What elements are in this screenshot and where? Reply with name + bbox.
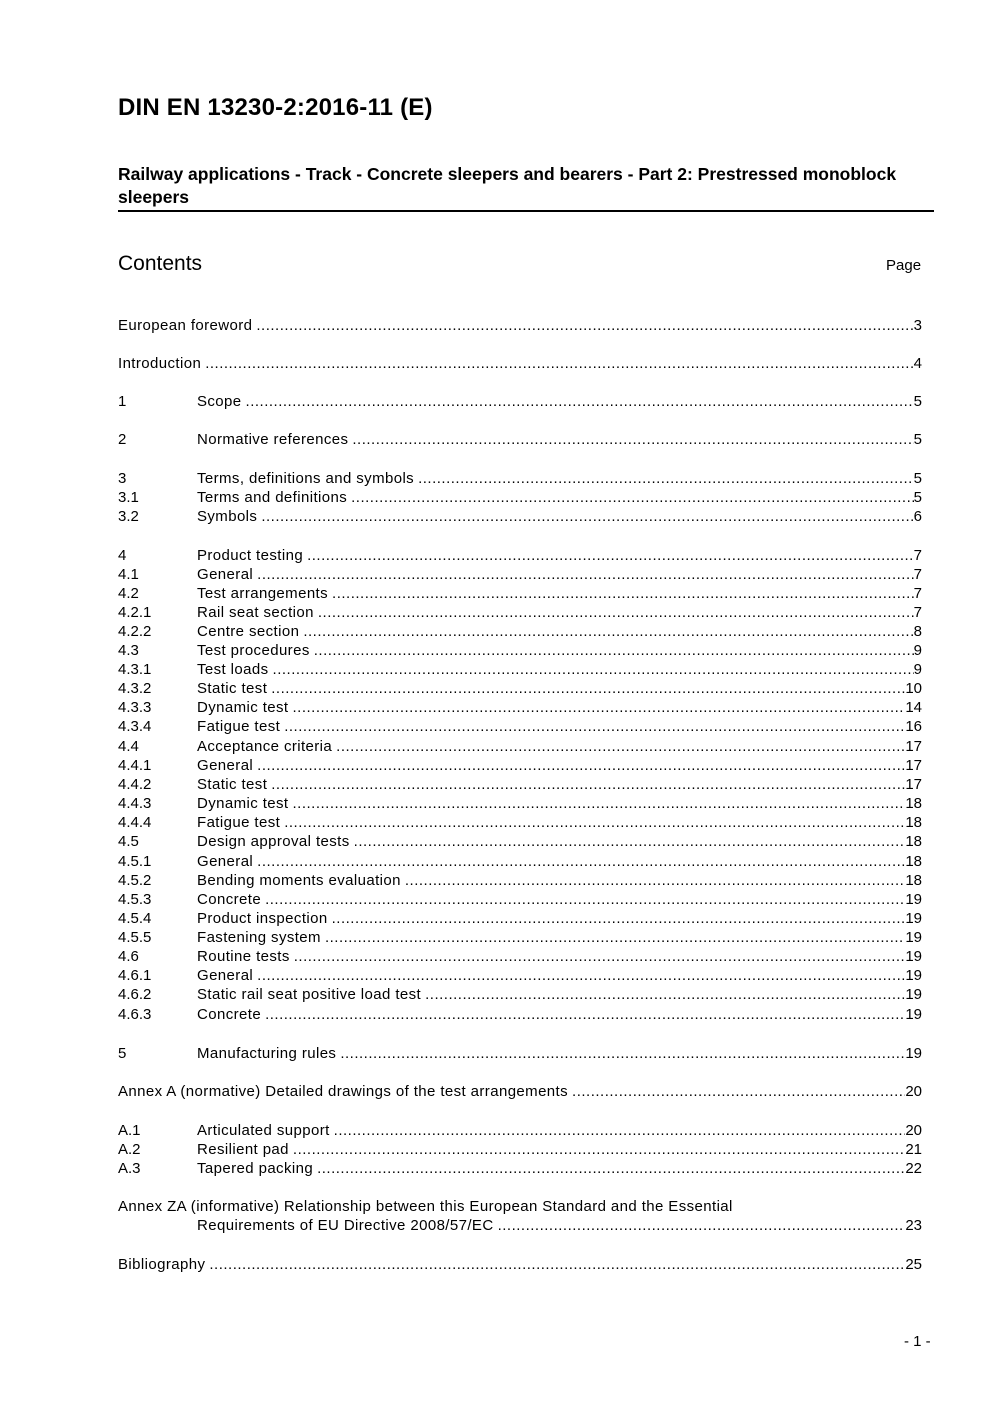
toc-entry-title: Dynamic test <box>197 699 289 716</box>
toc-entry-title: General <box>197 853 254 870</box>
toc-entry-number: 4.3.1 <box>118 661 152 678</box>
toc-entry-number: 3 <box>118 470 127 487</box>
toc-entry[interactable] <box>118 985 922 1004</box>
toc-entry-line <box>197 1159 922 1178</box>
toc-entry-line <box>197 966 922 985</box>
toc-entry-line <box>118 1082 922 1101</box>
toc-entry[interactable] <box>118 947 922 966</box>
dot-leader <box>498 1216 906 1235</box>
toc-entry[interactable] <box>118 871 922 890</box>
dot-leader <box>418 469 914 488</box>
toc-entry-line <box>197 603 922 622</box>
dot-leader <box>257 852 905 871</box>
toc-entry[interactable] <box>118 717 922 736</box>
toc-entry-number: 4.6 <box>118 948 139 965</box>
toc-entry-line <box>197 698 922 717</box>
toc-entry[interactable] <box>118 928 922 947</box>
toc-entry-line <box>118 1255 922 1274</box>
page-number: - 1 - <box>904 1333 931 1350</box>
toc-entry-line <box>197 1121 922 1140</box>
toc-entry-page: 7 <box>913 604 922 621</box>
toc-entry-title: Scope <box>197 393 242 410</box>
toc-entry[interactable] <box>118 1255 922 1274</box>
toc-entry-number: 4.6.1 <box>118 967 152 984</box>
toc-entry-line <box>197 565 922 584</box>
toc-entry-page: 5 <box>913 393 922 410</box>
toc-entry-page: 17 <box>905 776 922 793</box>
toc-entry-number: 4.5.4 <box>118 910 152 927</box>
toc-entry-number: 4.4.4 <box>118 814 152 831</box>
toc-entry-number: 5 <box>118 1045 127 1062</box>
dot-leader <box>352 430 913 449</box>
toc-entry-title: Rail seat section <box>197 604 314 621</box>
toc-entry[interactable] <box>118 565 922 584</box>
toc-entry[interactable] <box>118 603 922 622</box>
toc-entry-line <box>197 909 922 928</box>
toc-entry-number: A.3 <box>118 1160 141 1177</box>
toc-entry[interactable] <box>118 1197 922 1234</box>
dot-leader <box>314 641 914 660</box>
dot-leader <box>307 546 914 565</box>
dot-leader <box>284 717 905 736</box>
toc-entry-page: 3 <box>913 317 922 334</box>
toc-entry-number: 4.2.1 <box>118 604 152 621</box>
dot-leader <box>246 392 914 411</box>
toc-entry[interactable] <box>118 890 922 909</box>
toc-entry[interactable] <box>118 813 922 832</box>
toc-entry-line <box>197 469 922 488</box>
document-title: DIN EN 13230-2:2016-11 (E) <box>118 94 433 121</box>
dot-leader <box>332 909 906 928</box>
toc-entry-title: Fastening system <box>197 929 321 946</box>
toc-entry-line <box>197 622 922 641</box>
toc-entry-page: 18 <box>905 872 922 889</box>
toc-entry-page: 18 <box>905 814 922 831</box>
toc-entry-line <box>197 488 922 507</box>
dot-leader <box>332 584 914 603</box>
dot-leader <box>284 813 905 832</box>
toc-entry-title: Articulated support <box>197 1122 330 1139</box>
toc-entry-title: Product testing <box>197 547 304 564</box>
toc-entry-number: 3.1 <box>118 489 139 506</box>
dot-leader <box>351 488 914 507</box>
toc-entry-number: 3.2 <box>118 508 139 525</box>
dot-leader <box>336 737 905 756</box>
toc-entry[interactable] <box>118 1044 922 1063</box>
toc-entry-line <box>197 794 922 813</box>
toc-entry-line <box>197 832 922 851</box>
toc-entry-number: 4.5 <box>118 833 139 850</box>
toc-entry-page: 25 <box>905 1256 922 1273</box>
toc-entry-title-continued: Requirements of EU Directive 2008/57/EC <box>197 1217 494 1234</box>
toc-entry-number: 2 <box>118 431 127 448</box>
toc-entry-line <box>197 737 922 756</box>
toc-entry[interactable] <box>118 507 922 526</box>
toc-entry-page: 21 <box>905 1141 922 1158</box>
toc-entry-line <box>197 890 922 909</box>
contents-heading: Contents <box>118 252 203 275</box>
toc-entry[interactable] <box>118 660 922 679</box>
dot-leader <box>257 756 905 775</box>
toc-entry-title: Centre section <box>197 623 300 640</box>
toc-entry-title: Annex ZA (informative) Relationship between this European Standard and the Essential <box>118 1198 733 1215</box>
toc-entry-line <box>197 392 922 411</box>
toc-entry[interactable] <box>118 737 922 756</box>
toc-entry-continuation <box>197 1216 922 1235</box>
dot-leader <box>354 832 906 851</box>
toc-entry-line <box>197 852 922 871</box>
dot-leader <box>340 1044 905 1063</box>
toc-entry-title: General <box>197 757 254 774</box>
toc-entry-page: 20 <box>905 1122 922 1139</box>
toc-entry-line <box>118 1197 922 1216</box>
toc-entry-line <box>197 775 922 794</box>
toc-entry-number: 4.6.3 <box>118 1006 152 1023</box>
toc-entry-title: Bibliography <box>118 1256 206 1273</box>
toc-entry-number: 4.2 <box>118 585 139 602</box>
toc-entry-number: 4.4.1 <box>118 757 152 774</box>
toc-entry-title: Static test <box>197 680 268 697</box>
toc-entry-page: 5 <box>913 489 922 506</box>
toc-entry-line <box>197 756 922 775</box>
toc-entry[interactable] <box>118 546 922 565</box>
toc-entry-page: 7 <box>913 547 922 564</box>
toc-entry-line <box>197 1005 922 1024</box>
dot-leader <box>265 890 905 909</box>
toc-entry-title: Concrete <box>197 1006 262 1023</box>
toc-entry-line <box>197 430 922 449</box>
toc-entry-title: Symbols <box>197 508 258 525</box>
document-subtitle: Railway applications - Track - Concrete sleepers and bearers - Part 2: Prestressed monoblock sleepers <box>118 164 897 207</box>
toc-entry-title: Static test <box>197 776 268 793</box>
toc-entry-number: 4.4 <box>118 738 139 755</box>
toc-entry-title: Concrete <box>197 891 262 908</box>
toc-entry-line <box>197 985 922 1004</box>
toc-entry-number: 4.5.1 <box>118 853 152 870</box>
toc-entry-page: 17 <box>905 738 922 755</box>
dot-leader <box>293 698 906 717</box>
toc-entry-number: 4.3.2 <box>118 680 152 697</box>
toc-entry-number: A.2 <box>118 1141 141 1158</box>
dot-leader <box>293 794 906 813</box>
toc-entry-title: Fatigue test <box>197 718 281 735</box>
toc-entry[interactable] <box>118 1082 922 1101</box>
toc-entry[interactable] <box>118 641 922 660</box>
toc-entry-page: 5 <box>913 431 922 448</box>
dot-leader <box>209 1255 905 1274</box>
toc-entry-page: 19 <box>905 967 922 984</box>
toc-entry-page: 18 <box>905 833 922 850</box>
dot-leader <box>205 354 913 373</box>
dot-leader <box>271 679 905 698</box>
toc-entry-line <box>197 1044 922 1063</box>
toc-entry-page: 9 <box>913 642 922 659</box>
toc-entry-title: Terms, definitions and symbols <box>197 470 415 487</box>
toc-entry-title: Annex A (normative) Detailed drawings of the test arrangements <box>118 1083 569 1100</box>
toc-entry-line <box>197 679 922 698</box>
page-column-label: Page <box>886 257 922 274</box>
toc-entry[interactable] <box>118 354 922 373</box>
toc-entry[interactable] <box>118 679 922 698</box>
toc-entry-title: Acceptance criteria <box>197 738 333 755</box>
toc-entry-number: 1 <box>118 393 127 410</box>
toc-entry-number: 4.5.5 <box>118 929 152 946</box>
toc-entry[interactable] <box>118 794 922 813</box>
toc-entry-title: Manufacturing rules <box>197 1045 337 1062</box>
toc-entry-page: 19 <box>905 910 922 927</box>
toc-entry-number: A.1 <box>118 1122 141 1139</box>
toc-entry-page: 23 <box>905 1217 922 1234</box>
toc-entry-title: Routine tests <box>197 948 290 965</box>
title-divider <box>118 210 934 212</box>
toc-entry[interactable] <box>118 622 922 641</box>
toc-entry[interactable] <box>118 775 922 794</box>
toc-entry[interactable] <box>118 584 922 603</box>
toc-entry-title: General <box>197 566 254 583</box>
toc-entry-page: 20 <box>905 1083 922 1100</box>
toc-entry-title: Design approval tests <box>197 833 350 850</box>
dot-leader <box>325 928 905 947</box>
toc-entry-line <box>197 641 922 660</box>
toc-entry[interactable] <box>118 1140 922 1159</box>
toc-entry-page: 6 <box>913 508 922 525</box>
toc-entry-title: Test procedures <box>197 642 310 659</box>
toc-entry-title: European foreword <box>118 317 253 334</box>
toc-entry-title: Test arrangements <box>197 585 329 602</box>
toc-entry-line <box>197 928 922 947</box>
toc-entry-page: 7 <box>913 566 922 583</box>
toc-entry[interactable] <box>118 392 922 411</box>
toc-entry-number: 4.4.2 <box>118 776 152 793</box>
toc-entry[interactable] <box>118 909 922 928</box>
dot-leader <box>303 622 913 641</box>
toc-entry-page: 19 <box>905 1006 922 1023</box>
toc-entry[interactable] <box>118 1159 922 1178</box>
toc-entry-title: Bending moments evaluation <box>197 872 401 889</box>
toc-entry-title: Fatigue test <box>197 814 281 831</box>
dot-leader <box>334 1121 906 1140</box>
dot-leader <box>293 1140 905 1159</box>
dot-leader <box>271 775 905 794</box>
toc-entry-title: Static rail seat positive load test <box>197 986 422 1003</box>
toc-entry-page: 16 <box>905 718 922 735</box>
toc-entry-number: 4 <box>118 547 127 564</box>
toc-entry-page: 10 <box>905 680 922 697</box>
toc-entry-title: General <box>197 967 254 984</box>
toc-entry[interactable] <box>118 430 922 449</box>
toc-entry[interactable] <box>118 488 922 507</box>
toc-entry[interactable] <box>118 698 922 717</box>
toc-entry-title: Introduction <box>118 355 202 372</box>
toc-entry-page: 19 <box>905 986 922 1003</box>
toc-entry-title: Test loads <box>197 661 269 678</box>
dot-leader <box>318 603 914 622</box>
dot-leader <box>294 947 906 966</box>
toc-entry-title: Normative references <box>197 431 349 448</box>
toc-entry-page: 18 <box>905 853 922 870</box>
toc-entry-number: 4.2.2 <box>118 623 152 640</box>
toc-entry-line <box>197 507 922 526</box>
toc-entry-page: 19 <box>905 929 922 946</box>
toc-entry-page: 4 <box>913 355 922 372</box>
dot-leader <box>257 966 905 985</box>
toc-entry-line <box>197 871 922 890</box>
toc-entry-page: 17 <box>905 757 922 774</box>
toc-entry-line <box>197 584 922 603</box>
toc-entry-line <box>197 660 922 679</box>
toc-entry[interactable] <box>118 469 922 488</box>
toc-entry-line <box>118 354 922 373</box>
toc-entry-number: 4.3.3 <box>118 699 152 716</box>
toc-entry-number: 4.3 <box>118 642 139 659</box>
toc-entry[interactable] <box>118 966 922 985</box>
dot-leader <box>257 565 913 584</box>
toc-entry[interactable] <box>118 852 922 871</box>
toc-entry-page: 22 <box>905 1160 922 1177</box>
toc-entry-line <box>197 1140 922 1159</box>
toc-entry-number: 4.4.3 <box>118 795 152 812</box>
toc-entry[interactable] <box>118 1121 922 1140</box>
dot-leader <box>261 507 913 526</box>
toc-entry[interactable] <box>118 832 922 851</box>
toc-entry-number: 4.3.4 <box>118 718 152 735</box>
toc-entry-title: Tapered packing <box>197 1160 314 1177</box>
toc-entry-line <box>197 947 922 966</box>
toc-entry-title: Product inspection <box>197 910 328 927</box>
toc-entry-page: 14 <box>905 699 922 716</box>
toc-entry-page: 19 <box>905 948 922 965</box>
toc-entry-number: 4.5.3 <box>118 891 152 908</box>
toc-entry-line <box>118 316 922 335</box>
dot-leader <box>265 1005 905 1024</box>
toc-entry[interactable] <box>118 316 922 335</box>
toc-entry-page: 8 <box>913 623 922 640</box>
dot-leader <box>425 985 905 1004</box>
toc-entry-number: 4.6.2 <box>118 986 152 1003</box>
toc-entry-line <box>197 717 922 736</box>
toc-entry-line <box>197 813 922 832</box>
dot-leader <box>273 660 914 679</box>
toc-entry-title: Dynamic test <box>197 795 289 812</box>
dot-leader <box>317 1159 905 1178</box>
toc-entry[interactable] <box>118 756 922 775</box>
toc-entry-page: 5 <box>913 470 922 487</box>
toc-entry-page: 7 <box>913 585 922 602</box>
toc-entry-page: 9 <box>913 661 922 678</box>
toc-entry-page: 18 <box>905 795 922 812</box>
toc-entry-number: 4.5.2 <box>118 872 152 889</box>
toc-entry[interactable] <box>118 1005 922 1024</box>
toc-entry-title: Terms and definitions <box>197 489 348 506</box>
toc-entry-number: 4.1 <box>118 566 139 583</box>
toc-entry-title: Resilient pad <box>197 1141 289 1158</box>
toc-entry-page: 19 <box>905 891 922 908</box>
dot-leader <box>572 1082 905 1101</box>
toc-entry-line <box>197 546 922 565</box>
dot-leader <box>256 316 913 335</box>
dot-leader <box>405 871 905 890</box>
toc-entry-page: 19 <box>905 1045 922 1062</box>
